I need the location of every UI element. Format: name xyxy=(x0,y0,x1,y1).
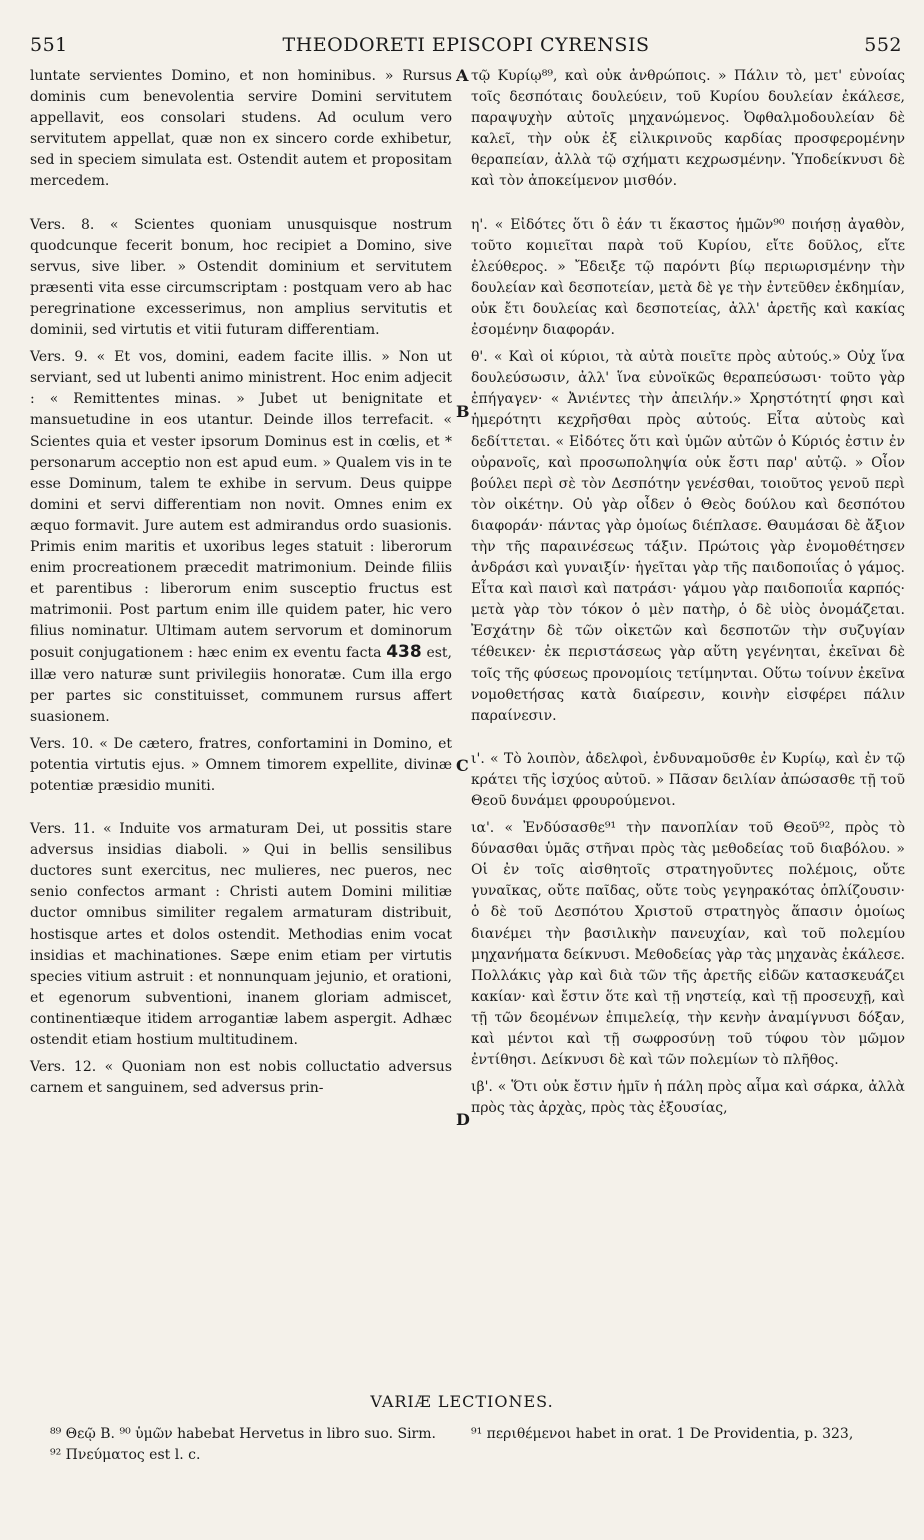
greek-paragraph: η'. « Εἰδότες ὅτι ὃ ἐάν τι ἕκαστος ἡμῶν⁹⁰ ποιήσῃ ἀγαθὸν, τοῦτο κομιεῖται παρὰ τοῦ Κυρίου, εἴτε δοῦλος, εἴτε ἐλεύθερος. » Ἔδειξε τῷ παρόντι βίῳ περιωρισμένην τὴν δουλείαν καὶ δεσποτείαν, μετὰ δὲ γε τὴν ἐντεῦθεν ἐκδημίαν, οὐκ ἔτι δουλείας καὶ δεσποτείας, ἀλλ' ἀρετῆς καὶ κακίας ἐσομένην διαφοράν. xyxy=(471,216,905,339)
footnotes-right: ⁹¹ περιθέμενοι habet in orat. 1 De Providentia, p. 323, xyxy=(471,1426,854,1442)
latin-paragraph: Vers. 9. « Et vos, domini, eadem facite illis. » Non ut serviant, sed ut lubenti animo ministrent. Hoc enim adjecit : « Remittentes minas. » Jubet ut benignitate et mansuetudine in eos utantur. Deinde illos terrefacit. « Scientes quia et vester ipsorum Dominus est in cœlis, et * personarum acceptio non est apud eum. » Qualem vis in te esse Dominum, talem te exhibe in servum. Deus quippe domini et servi differentiam non novit. Omnes enim ex æquo formavit. Jure autem est admirandus ordo suasionis. Primis enim maritis et uxoribus leges statuit : liberorum enim procreationem præcedit matrimonium. Deinde filiis et parentibus : liberorum enim susceptio fructus est matrimonii. Post partum enim ille quidem pater, hic vero filius nominatur. Ultimam autem servorum et dominorum posuit conjugationem : hæc enim ex eventu facta 438 est, illæ vero naturæ sunt privilegiis honoratæ. Cum illa ergo per partes sic constituisset, communem rursus affert suasionem. xyxy=(30,349,452,725)
latin-column xyxy=(30,66,452,1099)
greek-column xyxy=(471,66,905,1119)
margin-marker: A xyxy=(456,66,469,85)
margin-marker: B xyxy=(456,402,470,421)
latin-paragraph: Vers. 12. « Quoniam non est nobis colluctatio adversus carnem et sanguinem, sed adversus prin- xyxy=(30,1059,452,1097)
latin-paragraph: Vers. 11. « Induite vos armaturam Dei, ut possitis stare adversus insidias diaboli. » Qui in bellis sensilibus ductores sunt exercitus, nec mulieres, nec pueros, nec senio confectos armant : Christi autem Domini militiæ ductor omnibus similiter regalem armaturam distribuit, hostisque artes et dolos ostendit. Methodias enim vocat insidias et machinationes. Sæpe enim etiam per virtutis species vitium astruit : et nonnunquam jejunio, et orationi, et egenorum subventioni, inanem gloriam admiscet, continentiæque itidem arrogantiæ labem aspergit. Adhæc ostendit etiam hostium multitudinem. xyxy=(30,821,452,1049)
margin-marker: D xyxy=(456,1110,470,1129)
running-title: THEODORETI EPISCOPI CYRENSIS xyxy=(282,34,650,56)
latin-paragraph: Vers. 8. « Scientes quoniam unusquisque nostrum quodcunque fecerit bonum, hoc recipiet a Domino, sive servus, sive liber. » Ostendit dominium et servitutem præsenti vita esse circumscriptam : postquam vero ab hac peregrinatione excesserimus, non amplius servitutis et dominii, sed virtutis et vitii futuram differentiam. xyxy=(30,216,452,339)
greek-paragraph: ια'. « Ἐνδύσασθε⁹¹ τὴν πανοπλίαν τοῦ Θεοῦ⁹², πρὸς τὸ δύνασθαι ὑμᾶς στῆναι πρὸς τὰς μεθοδείας τοῦ διαβόλου. » Οἱ ἐν τοῖς αἰσθητοῖς στρατηγοῦντες πολέμοις, οὔτε γυναῖκας, οὔτε παῖδας, οὔτε τοὺς γεγηρακότας ὁπλίζουσιν· ὁ δὲ τοῦ Δεσπότου Χριστοῦ στρατηγὸς ἅπασιν ὁμοίως διανέμει τὴν βασιλικὴν πανευχίαν, καὶ τοῦ πολεμίου μηχανήματα δείκνυσι. Μεθοδείας γὰρ τὰς μηχανὰς ἐκάλεσε. Πολλάκις γὰρ καὶ διὰ τῶν τῆς ἀρετῆς εἰδῶν κατασκευάζει κακίαν· καὶ ἔστιν ὅτε καὶ τῇ νηστείᾳ, καὶ τῇ προσευχῇ, καὶ τῇ τῶν δεομένων ἐπιμελείᾳ, τὴν κενὴν ἀναμίγνυσι δόξαν, καὶ μέντοι καὶ τῇ σωφροσύνῃ τοῦ τύφου τὸν μῶμον ἐντίθησι. Δείκνυσι δὲ καὶ τῶν πολεμίων τὸ πλῆθος. xyxy=(471,820,905,1069)
greek-paragraph: ι'. « Τὸ λοιπὸν, ἀδελφοὶ, ἐνδυναμοῦσθε ἐν Κυρίῳ, καὶ ἐν τῷ κράτει τῆς ἰσχύος αὐτοῦ. » Πᾶσαν δειλίαν ἀπώσασθε τῇ τοῦ Θεοῦ δυνάμει φρουρούμενοι. xyxy=(471,750,905,809)
variae-lectiones-title: VARIÆ LECTIONES. xyxy=(370,1392,554,1411)
greek-paragraph: ιβ'. « Ὅτι οὐκ ἔστιν ἡμῖν ἡ πάλη πρὸς αἷμα καὶ σάρκα, ἀλλὰ πρὸς τὰς ἀρχὰς, πρὸς τὰς ἐξουσίας, xyxy=(471,1079,905,1117)
running-header xyxy=(30,34,902,64)
footnotes-left: ⁸⁹ Θεῷ B. ⁹⁰ ὑμῶν habebat Hervetus in libro suo. Sirm. ⁹² Πνεύματος est l. c. xyxy=(50,1426,436,1463)
margin-marker: C xyxy=(456,756,469,775)
page-number-left: 551 xyxy=(30,34,68,56)
greek-paragraph: θ'. « Καὶ οἱ κύριοι, τὰ αὐτὰ ποιεῖτε πρὸς αὐτούς.» Οὐχ ἵνα δουλεύσωσιν, ἀλλ' ἵνα εὐνοϊκῶς θεραπεύσωσι· τοῦτο γὰρ ἐπήγαγεν· « Ἀνιέντες τὴν ἀπειλήν.» Χρηστότητί φησι καὶ ἡμερότητι κεχρῆσθαι πρὸς αὐτούς. Εἶτα αὐτοὺς καὶ δεδίττεται. « Εἰδότες ὅτι καὶ ὑμῶν αὐτῶν ὁ Κύριός ἐστιν ἐν οὐρανοῖς, καὶ προσωποληψία οὐκ ἔστι παρ' αὐτῷ. » Οἷον βούλει περὶ σὲ τὸν Δεσπότην γενέσθαι, τοιοῦτος γενοῦ περὶ τὸν οἰκέτην. Οὐ γὰρ οἶδεν ὁ Θεὸς δούλου καὶ δεσπότου διαφοράν· πάντας γὰρ ὁμοίως διέπλασε. Θαυμάσαι δὲ ἄξιον τὴν τῆς παραινέσεως τάξιν. Πρώτοις γὰρ ἐνομοθέτησεν ἀνδράσι καὶ γυναιξίν· ἡγεῖται γὰρ τῆς παιδοποιΐας ὁ γάμος. Εἶτα καὶ παισὶ καὶ πατράσι· γάμου γὰρ παιδοποιΐα καρπός· μετὰ γὰρ τὸν τόκον ὁ μὲν πατὴρ, ὁ δὲ υἱὸς ὀνομάζεται. Ἐσχάτην δὲ τῶν οἰκετῶν καὶ δεσποτῶν τὴν συζυγίαν τέθεικεν· ἐκ περιστάσεως γὰρ αὕτη γεγένηται, ἐκεῖναι δὲ τοῖς τῆς φύσεως προνομίοις τετίμηνται. Οὕτω τοίνυν ἐκεῖνα νομοθετήσας κατὰ διαίρεσιν, κοινὴν εἰσφέρει πάλιν παραίνεσιν. xyxy=(471,349,905,724)
page-number-right: 552 xyxy=(864,34,902,56)
column-number-stamp: 438 xyxy=(386,642,422,663)
latin-paragraph: Vers. 10. « De cætero, fratres, confortamini in Domino, et potentia virtutis ejus. » Omnem timorem expellite, divinæ potentiæ præsidio muniti. xyxy=(30,735,452,794)
greek-paragraph: τῷ Κυρίῳ⁸⁹, καὶ οὐκ ἀνθρώποις. » Πάλιν τὸ, μετ' εὐνοίας τοῖς δεσπόταις δουλεύειν, τοῦ Κυρίου δουλείαν ἐκάλεσε, παραψυχὴν αὐτοῖς μηχανώμενος. Ὀφθαλμοδουλείαν δὲ καλεῖ, τὴν οὐκ ἐξ εἰλικρινοῦς καρδίας προσφερομένην θεραπείαν, ἀλλὰ τῷ σχήματι κεχρωσμένην. Ὑποδείκνυσι δὲ καὶ τὸν ἀποκείμενον μισθόν. xyxy=(471,68,905,190)
latin-paragraph: luntate servientes Domino, et non hominibus. » Rursus dominis cum benevolentia servire Domini servitutem appellavit, eos consolari studens. Ad oculum vero servitutem appellat, quæ non ex sincero corde exhibetur, sed in speciem simulata est. Ostendit autem et propositam mercedem. xyxy=(30,68,452,190)
